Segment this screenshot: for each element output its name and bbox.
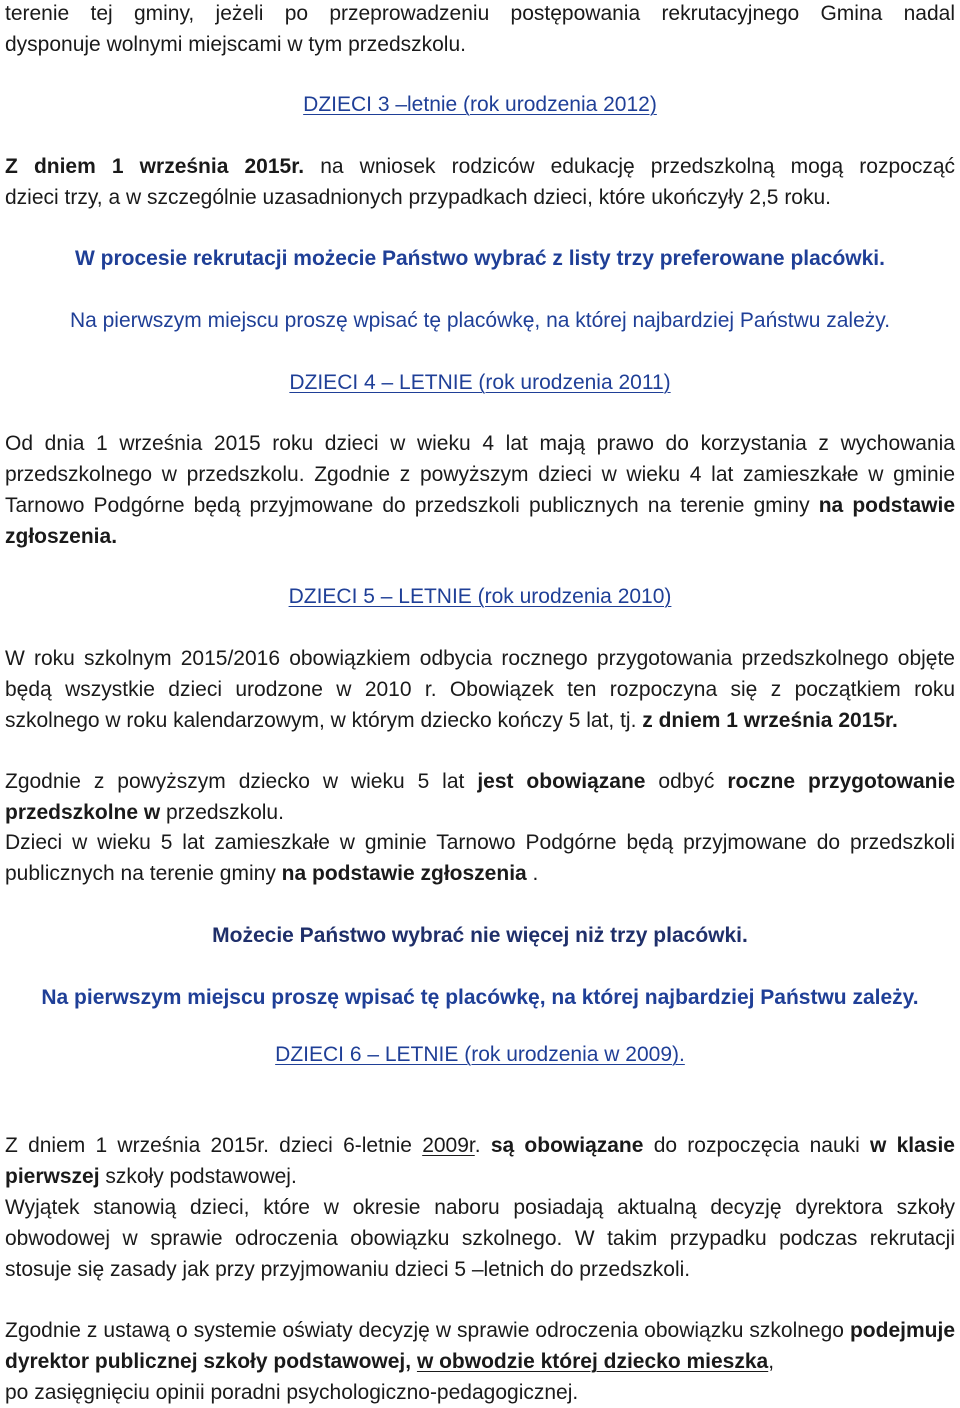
age6-paragraph-1 xyxy=(5,1130,955,1192)
age5-p1-bold: z dniem 1 września 2015r. xyxy=(642,709,898,732)
age5-first-place-note xyxy=(5,982,955,1013)
intro-line-1: terenie tej gminy, jeżeli po przeprowadzeniu postępowania rekrutacyjnego Gmina nadal xyxy=(5,2,955,25)
age6-p3-a: Zgodnie z ustawą o systemie oświaty decyzję w sprawie odroczenia obowiązku szkolnego xyxy=(5,1319,850,1342)
age5-paragraph-2 xyxy=(5,766,955,828)
section-heading-age-4: DZIECI 4 – LETNIE (rok urodzenia 2011) xyxy=(289,371,671,394)
age3-choose-note xyxy=(5,243,955,274)
age6-p3-b: podejmuje dyrektor publicznej szkoły podstawowej, xyxy=(5,1319,955,1373)
age4-paragraph xyxy=(5,428,955,552)
age6-p1-e: w klasie pierwszej xyxy=(5,1134,955,1188)
age6-p1-b: . xyxy=(474,1134,491,1157)
age6-p1-a: Z dniem 1 września 2015r. dzieci 6-letnie xyxy=(5,1134,423,1157)
age4-text-bold: na podstawie zgłoszenia. xyxy=(5,494,956,548)
age5-p3-a: Dzieci w wieku 5 lat zamieszkałe w gminie Tarnowo Podgórne będą przyjmowane do przedszkoli publicznych na terenie gminy xyxy=(5,831,955,885)
age6-p1-f: szkoły podstawowej. xyxy=(99,1165,297,1188)
age3-lead-bold: Z dniem 1 września 2015r. xyxy=(5,155,305,178)
age5-p3-b: na podstawie zgłoszenia xyxy=(281,862,527,885)
age5-p1-text: W roku szkolnym 2015/2016 obowiązkiem odbycia rocznego przygotowania przedszkolnego objęte będą wszystkie dzieci urodzone w 2010 r. Obowiązek ten rozpoczyna się z początkiem roku szkolnego w roku kalendarzowym, w którym dziecko kończy 5 lat, tj. xyxy=(5,647,955,732)
section-heading-age-3: DZIECI 3 –letnie (rok urodzenia 2012) xyxy=(303,93,657,116)
age6-p3-e: , xyxy=(768,1350,775,1373)
age6-p1-d: do rozpoczęcia nauki xyxy=(643,1134,871,1157)
age5-p3-c: . xyxy=(526,862,539,885)
age6-paragraph-3 xyxy=(5,1315,955,1377)
age4-text: Od dnia 1 września 2015 roku dzieci w wieku 4 lat mają prawo do korzystania z wychowania przedszkolnego w przedszkolu. Zgodnie z powyższym dzieci w wieku 4 lat zamieszkałe w gminie Tarnowo Podgórne będą przyjmowane do przedszkoli publicznych na terenie gminy xyxy=(5,432,955,517)
age6-p1-year: 2009r xyxy=(422,1134,475,1157)
section-heading-age-6: DZIECI 6 – LETNIE (rok urodzenia w 2009). xyxy=(275,1043,685,1066)
age6-p1-c: są obowiązane xyxy=(490,1134,644,1157)
age6-p3-d: w obwodzie której dziecko mieszka xyxy=(416,1350,769,1373)
age6-p3-last-line: po zasięgnięciu opinii poradni psychologiczno-pedagogicznej. xyxy=(5,1381,579,1404)
age5-p2-e: przedszkolu. xyxy=(160,801,284,824)
age5-paragraph-1 xyxy=(5,643,955,736)
age3-first-place-note: Na pierwszym miejscu proszę wpisać tę placówkę, na której najbardziej Państwu zależy. xyxy=(69,309,891,332)
age3-lead xyxy=(5,151,955,182)
age5-p2-d: roczne przygotowanie przedszkolne w xyxy=(5,770,956,824)
age6-paragraph-2: Wyjątek stanowią dzieci, które w okresie naboru posiadają aktualną decyzję dyrektora szkoły obwodowej w sprawie odroczenia obowiązku szkolnego. W takim przypadku podczas rekrutacji stosuje się zasady jak przy przyjmowaniu dzieci 5 –letnich do przedszkoli. xyxy=(5,1196,955,1281)
age5-first-place-text: Na pierwszym miejscu proszę wpisać tę placówkę, na której najbardziej Państwu zależy. xyxy=(41,986,919,1009)
section-heading-age-5: DZIECI 5 – LETNIE (rok urodzenia 2010) xyxy=(288,585,672,608)
intro-line-2: dysponuje wolnymi miejscami w tym przedszkolu. xyxy=(5,33,466,56)
age3-choose-text: W procesie rekrutacji możecie Państwo wybrać z listy trzy preferowane placówki. xyxy=(75,247,885,270)
age5-choose-text: Możecie Państwo wybrać nie więcej niż trzy placówki. xyxy=(212,924,748,947)
age5-p2-a: Zgodnie z powyższym dziecko w wieku 5 lat xyxy=(5,770,478,793)
age5-p2-c: odbyć xyxy=(645,770,728,793)
age3-lead-rest: na wniosek rodziców edukację przedszkolną mogą rozpocząć xyxy=(304,155,955,178)
age5-p2-b: jest obowiązane xyxy=(477,770,646,793)
age5-choose-note xyxy=(5,920,955,951)
age3-line-2: dzieci trzy, a w szczególnie uzasadnionych przypadkach dzieci, które ukończyły 2,5 roku. xyxy=(5,186,832,209)
age5-paragraph-3 xyxy=(5,827,955,889)
